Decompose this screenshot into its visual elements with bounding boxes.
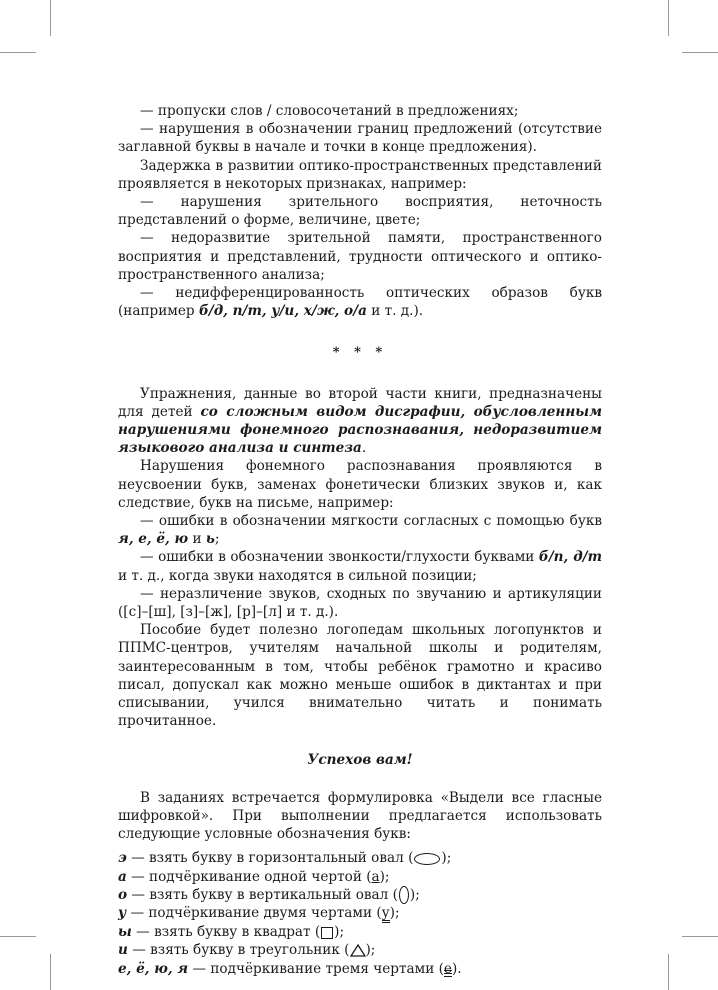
legend-item: э — взять букву в горизонтальный овал ( );	[118, 850, 452, 867]
crop-mark	[0, 936, 36, 937]
list-item-optical-images	[118, 284, 602, 320]
legend-item	[118, 886, 602, 905]
double-underline-sample: у	[381, 905, 390, 922]
text: );	[365, 942, 376, 959]
legend-item	[118, 868, 602, 886]
list-item: — недоразвитие зрительной памяти, пространственного восприятия и представлений, трудности оптического и оптико-пространственного анализа;	[118, 230, 602, 283]
list-item: — нарушения зрительного восприятия, неточность представлений о форме, величине, цвете;	[118, 194, 602, 229]
square-icon	[321, 927, 333, 939]
legend-text: — подчёркивание тремя чертами (	[188, 960, 444, 977]
paragraph: Пособие будет полезно логопедам школьных логопунктов и ППМС-центров, учителям начальной школы и родителям, заинтересованным в том, чтобы ребёнок грамотно и красиво писал, допускал как можно меньше ошибок в диктантах и при списывании, учился внимательно читать и понимать прочитанное.	[118, 622, 602, 730]
letters: б/п, д/т	[538, 549, 602, 566]
legend-text: — взять букву в квадрат (	[131, 924, 321, 941]
text: );	[334, 924, 345, 941]
wish-heading: Успехов вам!	[307, 751, 413, 768]
legend-text: — подчёркивание одной чертой (	[126, 868, 372, 885]
crop-mark	[50, 0, 51, 36]
letters: ь	[205, 531, 215, 548]
text: — ошибки в обозначении мягкости согласных с помощью букв	[140, 513, 602, 530]
legend-item	[118, 904, 602, 923]
legend-letter: э	[118, 850, 127, 867]
legend-intro: В заданиях встречается формулировка «Выдели все гласные шифровкой». При выполнении предлагается использовать следующие условные обозначения букв:	[118, 789, 602, 843]
legend-item	[118, 923, 602, 941]
page-body	[118, 102, 602, 978]
triangle-icon	[350, 944, 366, 957]
letter-pairs: б/д, п/т, у/и, х/ж, о/а	[198, 303, 367, 320]
text: ;	[214, 531, 220, 548]
text: и т. д.).	[366, 303, 424, 320]
paragraph: Нарушения фонемного распознавания проявляются в неусвоении букв, заменах фонетически близких звуков и, как следствие, букв на письме, например:	[118, 458, 602, 511]
legend-letter: о	[118, 886, 128, 903]
list-item-voicing	[118, 548, 602, 584]
list-item: — неразличение звуков, сходных по звучанию и артикуляции ([с]–[ш], [з]–[ж], [р]–[л] и т. д.).	[118, 585, 602, 621]
text: — ошибки в обозначении звонкости/глухости буквами	[140, 549, 539, 566]
crop-mark	[682, 52, 718, 53]
text: и	[188, 531, 206, 548]
triple-underline-sample: е	[443, 960, 452, 977]
legend-text: — взять букву в треугольник (	[127, 942, 350, 959]
legend-letter: е, ё, ю, я	[118, 960, 189, 977]
horizontal-oval-icon	[414, 853, 440, 865]
purpose-paragraph	[118, 385, 602, 458]
single-underline-sample: а	[371, 868, 380, 885]
legend-item	[118, 941, 602, 959]
legend-text: — подчёркивание двумя чертами (	[126, 905, 382, 922]
text: .	[361, 440, 367, 457]
crop-mark	[0, 52, 36, 53]
list-item: — нарушения в обозначении границ предложений (отсутствие заглавной буквы в начале и точки в конце предложения).	[118, 121, 602, 156]
vertical-oval-icon	[399, 886, 409, 904]
list-item: — пропуски слов / словосочетаний в предложениях;	[140, 103, 519, 119]
text: );	[409, 886, 420, 903]
crop-mark	[50, 954, 51, 990]
crop-mark	[668, 954, 669, 990]
text: и т. д., когда звуки находятся в сильной позиции;	[118, 567, 477, 584]
text: ).	[451, 960, 462, 977]
emphasis: со сложным видом дисграфии, обусловленным нарушениями фонемного распознавания, недоразвитием языкового анализа и синтеза	[118, 403, 602, 457]
legend-letter: и	[118, 942, 128, 959]
section-separator: * * *	[332, 345, 388, 361]
text: ;	[446, 850, 452, 867]
crop-mark	[682, 936, 718, 937]
legend-list	[118, 849, 602, 978]
letters: я, е, ё, ю	[118, 531, 189, 548]
legend-letter: ы	[118, 924, 132, 941]
crop-mark	[668, 0, 669, 36]
text: );	[389, 905, 400, 922]
legend-item	[118, 960, 602, 978]
paragraph: Задержка в развитии оптико-пространственных представлений проявляется в некоторых признаках, например:	[118, 157, 602, 192]
legend-letter: а	[118, 868, 127, 885]
text: );	[379, 868, 390, 885]
list-item-softness	[118, 512, 602, 548]
legend-letter: у	[118, 905, 127, 922]
legend-text: — взять букву в горизонтальный овал	[126, 850, 409, 867]
text: Упражнения, данные во второй части книги, предназначены для детей	[118, 385, 602, 420]
legend-text: — взять букву в вертикальный овал (	[127, 886, 398, 903]
text: — недифференцированность оптических образов букв (например	[118, 285, 602, 320]
